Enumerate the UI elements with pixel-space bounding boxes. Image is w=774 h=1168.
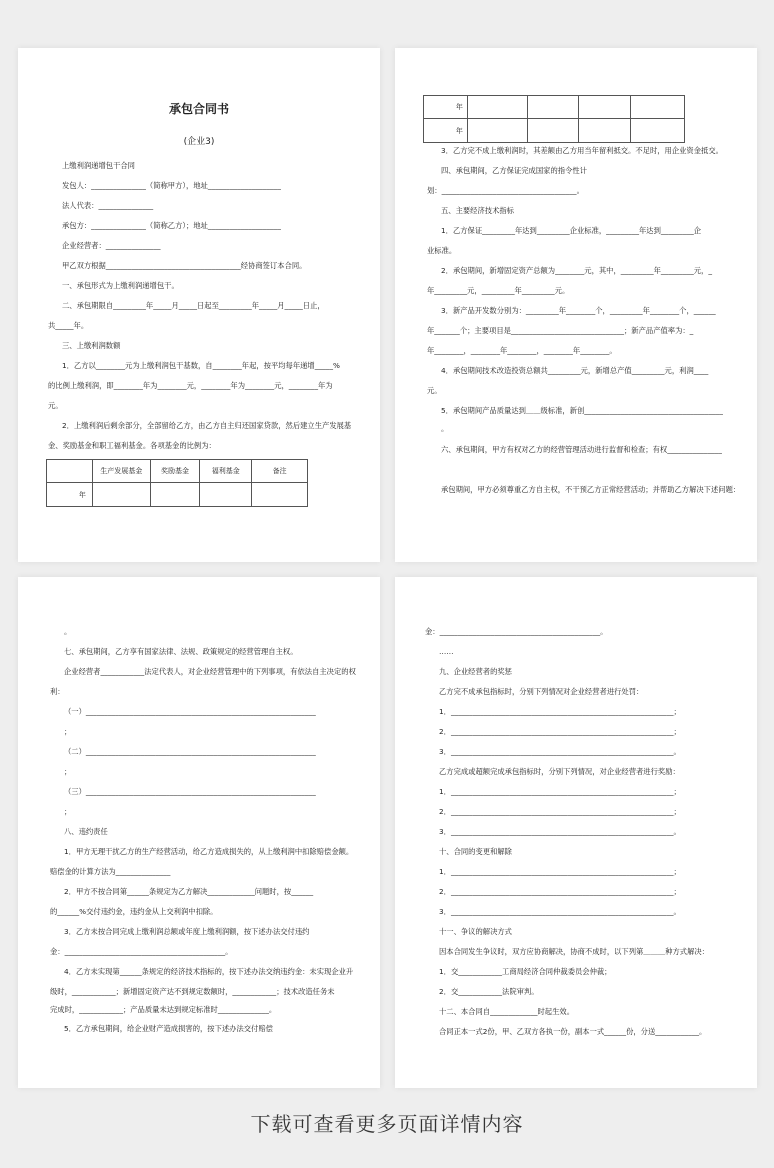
body-line: 3．_____________________________________________________________。 <box>439 907 681 916</box>
body-line: 十一、争议的解决方式 <box>439 927 512 936</box>
body-line: 1．乙方以________元为上缴利润包干基数，自________年起，按平均每年递增_____% <box>62 361 340 370</box>
body-line: 的比例上缴利润，即________年为________元，________年为________元，________年为 <box>48 381 333 390</box>
table-cell <box>467 119 527 143</box>
body-line: 4．承包期间技术改造投资总额共_________元，新增总产值_________元，利润____ <box>441 366 709 375</box>
table-header-cell: 福利基金 <box>200 460 252 483</box>
body-line: 八、违约责任 <box>64 827 108 836</box>
body-line: 企业经营者：_______________ <box>62 241 161 250</box>
body-line: 完成时，____________；产品质量未达到规定标准时______________。 <box>50 1005 277 1014</box>
table-cell <box>527 96 579 119</box>
body-line: 3．_____________________________________________________________。 <box>439 827 681 836</box>
body-line: 发包人：_______________（简称甲方），地址____________________ <box>62 181 281 190</box>
body-line: 四、承包期间，乙方保证完成国家的指令性计 <box>441 166 587 175</box>
body-line: 1．甲方无理干扰乙方的生产经营活动，给乙方造成损失的，从上缴利润中扣除赔偿金额。 <box>64 847 354 856</box>
page-subtitle: (企业3) <box>183 137 215 147</box>
table-cell <box>631 119 685 143</box>
body-line: 乙方完不成承包指标时，分别下列情况对企业经营者进行处罚： <box>439 687 644 696</box>
body-line: 1．_____________________________________________________________； <box>439 787 681 796</box>
body-line: ； <box>64 727 72 736</box>
body-line: 级时，____________；新增固定资产达不到规定数额时，____________；技术改造任务未 <box>50 987 335 996</box>
body-line: 1．_____________________________________________________________； <box>439 707 681 716</box>
document-page-3 <box>18 577 380 1088</box>
body-line: 。 <box>64 627 72 636</box>
body-line: 承包期间，甲方必须尊重乙方自主权，不干预乙方正常经营活动；并帮助乙方解决下述问题： <box>441 485 741 494</box>
table-cell <box>150 483 200 507</box>
body-line: 2．_____________________________________________________________； <box>439 887 681 896</box>
table-cell <box>252 483 308 507</box>
body-line: 年________，________年________，________年________。 <box>427 346 617 355</box>
body-line: 。 <box>441 424 449 433</box>
body-line: 4．乙方未实现第______条规定的经济技术指标的，按下述办法交纳违约金：未实现企业升 <box>64 967 354 976</box>
body-line: 六、承包期间，甲方有权对乙方的经营管理活动进行监督和检查；有权_______________ <box>441 445 722 454</box>
body-line: 三、上缴利润数额 <box>62 341 121 350</box>
document-page-4 <box>395 577 757 1088</box>
table-cell <box>631 96 685 119</box>
table-cell <box>527 119 579 143</box>
body-line: 3．新产品开发数分别为：_________年________个，_________年________个，______ <box>441 306 716 315</box>
body-line: 2．甲方不按合同第______条规定为乙方解决_____________问题时，按______ <box>64 887 314 896</box>
body-line: 的______%交付违约金，违约金从上交利润中扣除。 <box>50 907 218 916</box>
body-line: 乙方完成或超额完成承包指标时，分别下列情况，对企业经营者进行奖励： <box>439 767 680 776</box>
table-header-cell <box>47 460 93 483</box>
body-line: 年_________元，_________年_________元。 <box>427 286 570 295</box>
body-line: 法人代表：_______________ <box>62 201 154 210</box>
body-line: 上缴利润递增包干合同 <box>62 161 135 170</box>
body-line: 2．上缴利润后剩余部分，全部留给乙方，由乙方自主归还国家贷款，然后建立生产发展基 <box>62 421 352 430</box>
body-line: 十、合同的变更和解除 <box>439 847 512 856</box>
body-line: 元。 <box>427 386 442 395</box>
table-row-label: 年 <box>424 96 468 119</box>
table-cell <box>92 483 150 507</box>
document-page-1 <box>18 48 380 562</box>
body-line: 甲乙双方根据_____________________________________经协商签订本合同。 <box>62 261 307 270</box>
body-line: 赔偿金的计算方法为_______________ <box>50 867 171 876</box>
table-cell <box>579 119 631 143</box>
body-line: 五、主要经济技术指标 <box>441 206 514 215</box>
body-line: 1．乙方保证_________年达到_________企业标准，_________年达到_________企 <box>441 226 702 235</box>
body-line: ； <box>64 807 72 816</box>
body-line: 元。 <box>48 401 63 410</box>
page-title: 承包合同书 <box>168 102 229 116</box>
table-cell <box>579 96 631 119</box>
body-line: 因本合同发生争议时，双方应协商解决，协商不成时，以下列第＿＿＿种方式解决： <box>439 947 709 956</box>
body-line: 2．_____________________________________________________________； <box>439 807 681 816</box>
body-line: 二、承包期限自_________年_____月_____日起至_________年_____月_____日止， <box>62 301 325 310</box>
body-line: 5．承包期间产品质量达到＿＿级标准，新创______________________________________ <box>441 406 723 415</box>
body-line: 利： <box>50 687 65 696</box>
body-line: 2．交____________法院审判。 <box>439 987 539 996</box>
table-cell <box>467 96 527 119</box>
body-line: 金：____________________________________________。 <box>425 627 608 636</box>
body-line: ； <box>64 767 72 776</box>
body-line: 金：____________________________________________。 <box>50 947 233 956</box>
body-line: 业标准。 <box>427 246 457 255</box>
body-line: …… <box>439 647 454 656</box>
table-header-cell: 生产发展基金 <box>92 460 150 483</box>
body-line: 共_____年。 <box>48 321 89 330</box>
fund-ratio-table <box>46 459 308 507</box>
body-line: 2．承包期间，新增固定资产总额为________元，其中，_________年_________元，_ <box>441 266 712 275</box>
body-line: 2．_____________________________________________________________； <box>439 727 681 736</box>
body-line: 九、企业经营者的奖惩 <box>439 667 512 676</box>
body-line: 七、承包期间，乙方享有国家法律、法规、政策规定的经营管理自主权。 <box>64 647 298 656</box>
body-line: 年_______个；主要项目是_______________________________；新产品产值率为：_ <box>427 326 694 335</box>
body-line: 承包方：_______________（简称乙方）；地址____________________ <box>62 221 281 230</box>
body-line: 3．乙方未按合同完成上缴利润总额或年度上缴利润额，按下述办法交付违约 <box>64 927 310 936</box>
body-line: 合同正本一式2份，甲、乙双方各执一份，副本一式______份，分送____________。 <box>439 1027 707 1036</box>
document-page-2 <box>395 48 757 562</box>
table-cell <box>200 483 252 507</box>
table-row-label: 年 <box>424 119 468 143</box>
body-line: 十二、本合同自_____________时起生效。 <box>439 1007 574 1016</box>
body-line: 划：_____________________________________。 <box>427 186 584 195</box>
fund-ratio-table-continued <box>423 95 685 143</box>
body-line: 金、奖励基金和职工福利基金。各项基金的比例为： <box>48 441 216 450</box>
body-line: 1．交____________工商局经济合同仲裁委员会仲裁； <box>439 967 612 976</box>
body-line: 1．_____________________________________________________________； <box>439 867 681 876</box>
body-line: 3．_____________________________________________________________。 <box>439 747 681 756</box>
body-line: （一）_______________________________________________________________ <box>64 707 316 716</box>
table-header-cell: 备注 <box>252 460 308 483</box>
table-header-cell: 奖励基金 <box>150 460 200 483</box>
body-line: 企业经营者____________法定代表人，对企业经营管理中的下列事项，有依法自主决定的权 <box>64 667 356 676</box>
body-line: 3．乙方完不成上缴利润时，其差额由乙方用当年留利抵交。不足时，用企业资金抵交。 <box>441 146 723 155</box>
body-line: （三）_______________________________________________________________ <box>64 787 316 796</box>
body-line: 5．乙方承包期间，给企业财产造成损害的，按下述办法交付赔偿 <box>64 1024 273 1033</box>
body-line: 一、承包形式为上缴利润递增包干。 <box>62 281 179 290</box>
body-line: （二）_______________________________________________________________ <box>64 747 316 756</box>
download-prompt: 下载可查看更多页面详情内容 <box>250 1112 524 1136</box>
table-row-label: 年 <box>47 483 93 507</box>
